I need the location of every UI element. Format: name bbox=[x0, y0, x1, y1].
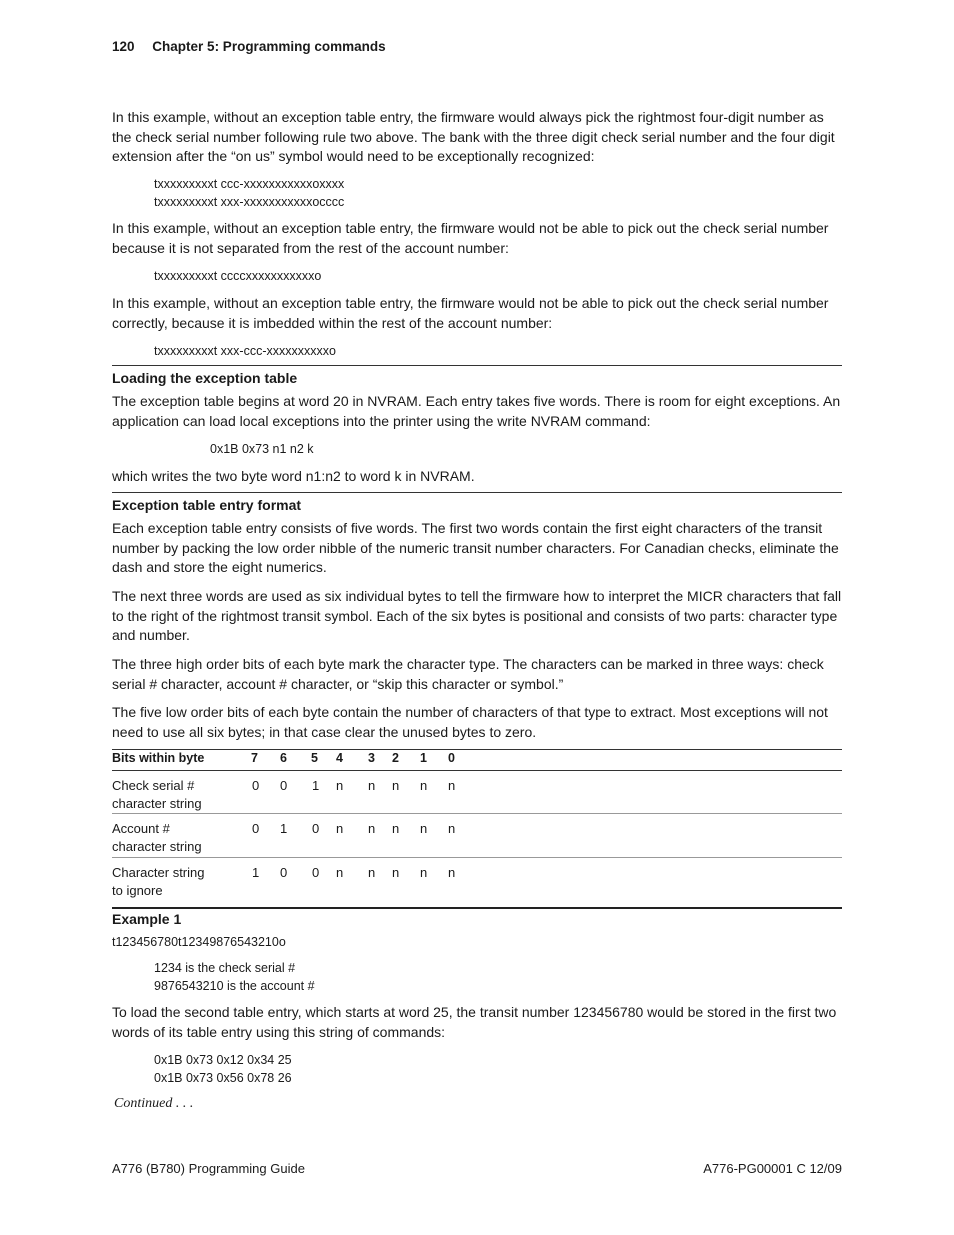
table-cell: n bbox=[420, 865, 428, 880]
table-row-divider bbox=[112, 857, 842, 858]
table-cell: n bbox=[420, 778, 428, 793]
table-top-rule bbox=[112, 749, 842, 750]
table-cell: n bbox=[368, 821, 376, 836]
example-note: 1234 is the check serial # bbox=[154, 961, 296, 975]
table-cell: 0 bbox=[312, 865, 320, 880]
code-example-1 bbox=[154, 175, 344, 211]
table-cell: n bbox=[368, 778, 376, 793]
code-line: 0x1B 0x73 0x12 0x34 25 bbox=[154, 1053, 292, 1067]
table-header-bit: 4 bbox=[336, 751, 343, 765]
section-divider bbox=[112, 365, 842, 366]
table-header-bit: 3 bbox=[368, 751, 375, 765]
table-cell: 0 bbox=[252, 778, 260, 793]
table-row-label: Account # character string bbox=[112, 821, 202, 854]
section-heading-loading: Loading the exception table bbox=[112, 370, 298, 386]
code-example-3: txxxxxxxxxt xxx-ccc-xxxxxxxxxxo bbox=[154, 344, 336, 358]
table-cell: 0 bbox=[312, 821, 320, 836]
page-header bbox=[112, 39, 386, 54]
table-cell: n bbox=[336, 778, 344, 793]
table-cell: n bbox=[448, 778, 456, 793]
code-line: 0x1B 0x73 0x56 0x78 26 bbox=[154, 1071, 292, 1085]
footer-guide-title: A776 (B780) Programming Guide bbox=[112, 1161, 305, 1176]
footer-doc-number: A776-PG00001 C 12/09 bbox=[703, 1161, 842, 1176]
example-paragraph: To load the second table entry, which starts at word 25, the transit number 123456780 would be stored in the first two words of its table entry using this string of commands: bbox=[112, 1004, 837, 1040]
paragraph-intro-3: In this example, without an exception table entry, the firmware would not be able to pick out the check serial number correctly, because it is imbedded within the rest of the account number: bbox=[112, 295, 829, 331]
table-header-rule bbox=[112, 770, 842, 771]
table-cell: n bbox=[392, 821, 400, 836]
table-header-bit: 7 bbox=[251, 751, 258, 765]
table-cell: 1 bbox=[312, 778, 320, 793]
table-header-bit: 2 bbox=[392, 751, 399, 765]
table-cell: 0 bbox=[280, 865, 288, 880]
table-cell: n bbox=[336, 865, 344, 880]
page-number: 120 bbox=[112, 39, 135, 54]
table-cell: n bbox=[336, 821, 344, 836]
table-header-bit: 6 bbox=[280, 751, 287, 765]
code-line: txxxxxxxxxt xxx-xxxxxxxxxxxocccc bbox=[154, 195, 345, 209]
table-header-bit: 1 bbox=[420, 751, 427, 765]
table-cell: n bbox=[420, 821, 428, 836]
paragraph-nvram-write: which writes the two byte word n1:n2 to word k in NVRAM. bbox=[112, 468, 475, 484]
continued-note: Continued . . . bbox=[114, 1096, 194, 1111]
table-row-divider bbox=[112, 813, 842, 814]
table-header-bit: 0 bbox=[448, 751, 455, 765]
table-row-label: Check serial # character string bbox=[112, 778, 202, 811]
table-cell: 1 bbox=[252, 865, 260, 880]
table-cell: 0 bbox=[252, 821, 260, 836]
paragraph-intro-2: In this example, without an exception table entry, the firmware would not be able to pick out the check serial number because it is not separated from the rest of the account number: bbox=[112, 220, 829, 256]
paragraph-format-4: The five low order bits of each byte contain the number of characters of that type to extract. Most exceptions will not need to use all six bytes; in that case clear the unused bytes to zero. bbox=[112, 704, 828, 740]
example-note: 9876543210 is the account # bbox=[154, 979, 315, 993]
code-example-2: txxxxxxxxxt ccccxxxxxxxxxxxo bbox=[154, 269, 322, 283]
paragraph-format-3: The three high order bits of each byte mark the character type. The characters can be marked in three ways: check serial # character, account # character, or “skip this character or symbol.” bbox=[112, 656, 824, 692]
table-cell: n bbox=[368, 865, 376, 880]
example-micr-string: t123456780t12349876543210o bbox=[112, 935, 286, 949]
paragraph-format-2: The next three words are used as six individual bytes to tell the firmware how to interpret the MICR characters that fall to the right of the rightmost transit symbol. Each of the six bytes is positional and consists of two parts: character type and number. bbox=[112, 588, 842, 644]
paragraph-intro-1: In this example, without an exception table entry, the firmware would always pick the rightmost four-digit number as the check serial number following rule two above. The bank with the three digit check serial number and the four digit extension after the “on us” symbol would need to be exceptionally recognized: bbox=[112, 109, 835, 165]
code-line: txxxxxxxxxt ccc-xxxxxxxxxxxoxxxx bbox=[154, 177, 345, 191]
chapter-title: Chapter 5: Programming commands bbox=[152, 39, 386, 54]
paragraph-loading: The exception table begins at word 20 in NVRAM. Each entry takes five words. There is room for eight exceptions. An application can load local exceptions into the printer using the write NVRAM command: bbox=[112, 393, 841, 429]
table-header-label: Bits within byte bbox=[112, 751, 205, 765]
section-divider bbox=[112, 492, 842, 493]
example-heading: Example 1 bbox=[112, 911, 182, 927]
table-bottom-rule bbox=[112, 907, 842, 909]
table-cell: n bbox=[392, 778, 400, 793]
table-cell: 1 bbox=[280, 821, 288, 836]
example-notes bbox=[154, 959, 315, 995]
table-header-bit: 5 bbox=[311, 751, 318, 765]
paragraph-format-1: Each exception table entry consists of five words. The first two words contain the first eight characters of the transit number by packing the low order nibble of the numeric transit number characters. For Canadian checks, eliminate the dash and store the eight numerics. bbox=[112, 520, 839, 576]
table-cell: n bbox=[448, 821, 456, 836]
table-cell: n bbox=[448, 865, 456, 880]
table-row-label: Character string to ignore bbox=[112, 865, 205, 898]
table-cell: n bbox=[392, 865, 400, 880]
section-heading-format: Exception table entry format bbox=[112, 497, 302, 513]
example-commands bbox=[154, 1051, 292, 1087]
table-cell: 0 bbox=[280, 778, 288, 793]
code-nvram-command: 0x1B 0x73 n1 n2 k bbox=[210, 442, 314, 456]
